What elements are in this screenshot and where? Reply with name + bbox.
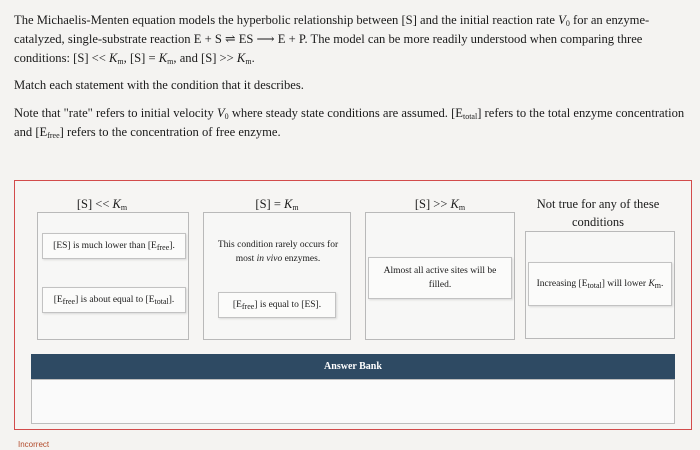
dropzone-s-equals-km[interactable] [203,212,351,340]
note-paragraph: Note that "rate" refers to initial velocity $V_0$ where steady state conditions are assumed. $[E_{total}]$ refers to the total enzyme concentration and $[E_{free}]$ refers to the concentration of free enzyme. [14,106,685,140]
column-header-s-much-greater-km: $[S] >> K_m$ [414,197,466,212]
column-header-s-much-less-km: $[S] << K_m$ [76,197,128,212]
matching-panel [14,180,692,430]
dropzone-s-much-greater-km[interactable] [365,212,515,340]
card-increasing-etotal-lowers-km[interactable]: Increasing $[E_{total}]$ will lower $K_m$. [528,262,672,306]
card-rarely-occurs-in-vivo[interactable]: This condition rarely occurs for most in vivo enzymes. [217,240,339,264]
column-header-s-equals-km: $[S] = K_m$ [255,197,299,212]
card-efree-equal-es[interactable]: $[E_{free}]$ is equal to [ES]. [218,292,336,318]
dropzone-not-true[interactable] [525,231,675,339]
forward-arrow-icon: ⟶ [256,32,275,46]
equilibrium-arrow-icon: ⇌ [224,32,236,46]
intro-paragraph: The Michaelis-Menten equation models the hyperbolic relationship between [S] and the initial reaction rate $V_0$ for an enzyme-catalyzed, single-substrate reaction E + S ⇌ ES ⟶ E + P. The model can be more readily understood when comparing three conditions: $[S] << K_m$, $[S] = K_m$, and $[S] >> K_m$. [14,13,650,66]
card-es-lower-than-efree[interactable]: [ES] is much lower than $[E_{free}]$. [42,233,186,259]
instruction-text: Match each statement with the condition that it describes. [14,78,304,92]
dropzone-s-much-less-km[interactable] [37,212,189,340]
card-active-sites-filled[interactable]: Almost all active sites will be filled. [368,257,512,299]
card-efree-equal-etotal[interactable]: $[E_{free}]$ is about equal to $[E_{total}]$. [42,287,186,313]
answer-bank-header: Answer Bank [31,354,675,379]
column-header-not-true: Not true for any of these conditions [536,197,660,229]
status-label: Incorrect [18,440,50,449]
answer-bank-area[interactable] [31,379,675,424]
